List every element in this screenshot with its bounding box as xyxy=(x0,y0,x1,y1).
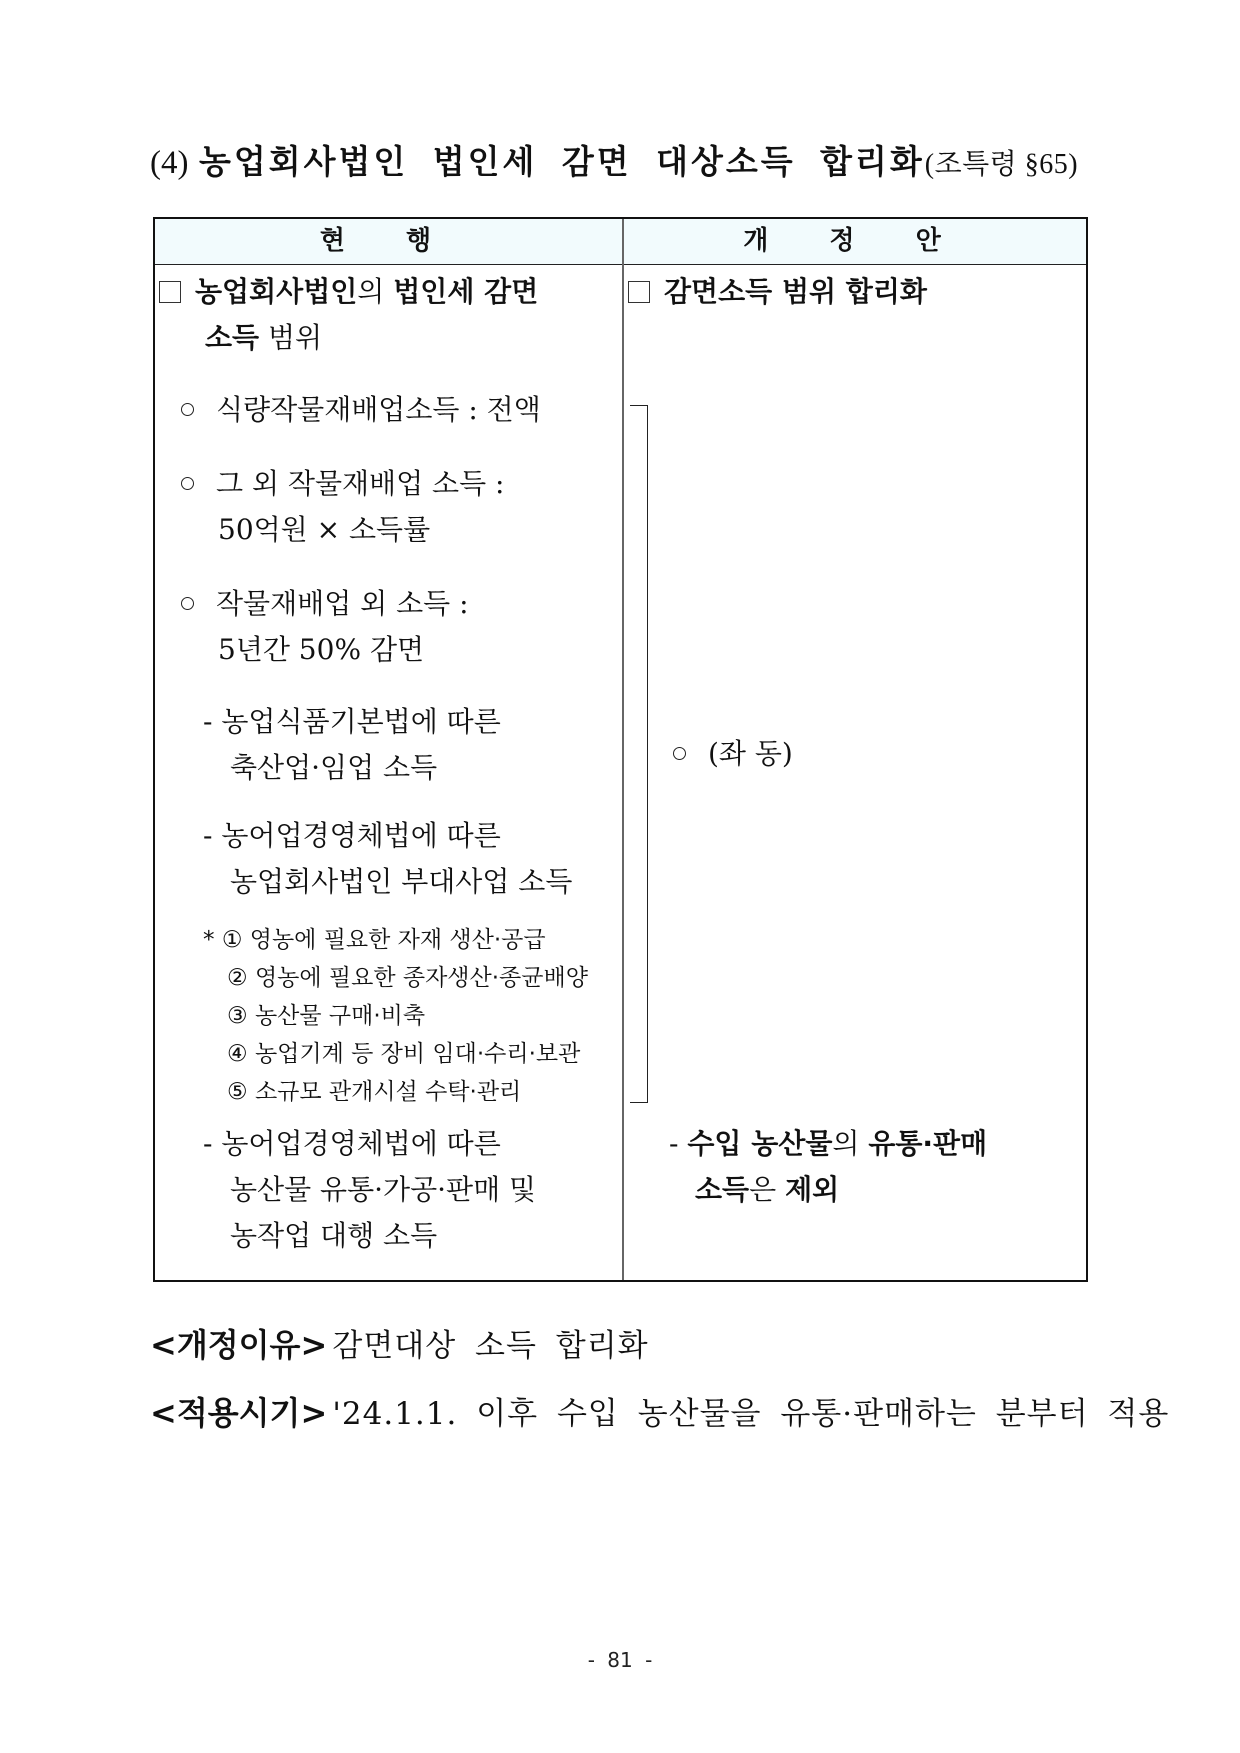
same-as-left: (좌 동) xyxy=(673,731,793,777)
circle-bullet-icon xyxy=(181,403,194,416)
sub-list-item: - 농어업경영체법에 따른 xyxy=(203,1127,501,1160)
header-proposed: 개 정 안 xyxy=(743,226,967,256)
dash-bullet: - xyxy=(203,1127,213,1160)
column-divider xyxy=(622,219,624,1280)
sub-list-item-continuation: 농작업 대행 소득 xyxy=(230,1219,438,1252)
page-number: - 81 - xyxy=(587,1648,653,1672)
section-title xyxy=(150,140,1078,187)
exclusion-item-continuation: 소득은 제외 xyxy=(695,1173,840,1206)
amendment-reason xyxy=(150,1320,649,1376)
list-item-continuation: 5년간 50% 감면 xyxy=(218,633,425,666)
asterisk-marker: * xyxy=(203,927,215,953)
section-heading: 농업회사법인 법인세 감면 대상소득 합리화 xyxy=(198,142,925,181)
current-section-heading-line2: 소득 범위 xyxy=(205,321,323,354)
note-item: * ① 영농에 필요한 자재 생산·공급 xyxy=(203,927,546,953)
circle-bullet-icon xyxy=(673,747,686,760)
header-current: 현 행 xyxy=(319,226,458,256)
effective-date xyxy=(150,1388,1169,1444)
current-section-heading: 농업회사법인의 법인세 감면 xyxy=(159,269,538,315)
sub-list-item-continuation: 농업회사법인 부대사업 소득 xyxy=(230,865,573,898)
proposed-section-heading: 감면소득 범위 합리화 xyxy=(628,269,927,315)
dash-bullet: - xyxy=(669,1127,679,1160)
circle-bullet-icon xyxy=(181,477,194,490)
note-item: ④ 농업기계 등 장비 임대·수리·보관 xyxy=(227,1041,581,1067)
section-number: (4) xyxy=(150,145,189,181)
checkbox-square-icon xyxy=(628,281,650,303)
reason-label: <개정이유> xyxy=(150,1326,328,1364)
note-item: ② 영농에 필요한 종자생산·종균배양 xyxy=(227,965,588,991)
list-item-continuation: 50억원 × 소득률 xyxy=(218,513,431,546)
sub-list-item-continuation: 농산물 유통·가공·판매 및 xyxy=(230,1173,537,1206)
comparison-table xyxy=(153,217,1088,1282)
sub-list-item: - 농어업경영체법에 따른 xyxy=(203,819,501,852)
list-item: 작물재배업 외 소득 : xyxy=(181,581,469,627)
legal-reference: (조특령 §65) xyxy=(924,149,1079,180)
effective-label: <적용시기> xyxy=(150,1394,328,1432)
effective-text: '24.1.1. 이후 수입 농산물을 유통·판매하는 분부터 적용 xyxy=(332,1396,1170,1432)
grouping-bracket xyxy=(630,405,648,1103)
dash-bullet: - xyxy=(203,705,213,738)
sub-list-item: - 농업식품기본법에 따른 xyxy=(203,705,501,738)
list-item: 식량작물재배업소득 : 전액 xyxy=(181,387,541,433)
exclusion-item: - 수입 농산물의 유통·판매 xyxy=(669,1127,988,1160)
list-item: 그 외 작물재배업 소득 : xyxy=(181,461,504,507)
dash-bullet: - xyxy=(203,819,213,852)
circle-bullet-icon xyxy=(181,597,194,610)
reason-text: 감면대상 소득 합리화 xyxy=(332,1328,649,1364)
table-header xyxy=(155,219,1086,265)
sub-list-item-continuation: 축산업·임업 소득 xyxy=(230,751,438,784)
note-item: ⑤ 소규모 관개시설 수탁·관리 xyxy=(227,1079,522,1105)
checkbox-square-icon xyxy=(159,281,181,303)
note-item: ③ 농산물 구매·비축 xyxy=(227,1003,426,1029)
